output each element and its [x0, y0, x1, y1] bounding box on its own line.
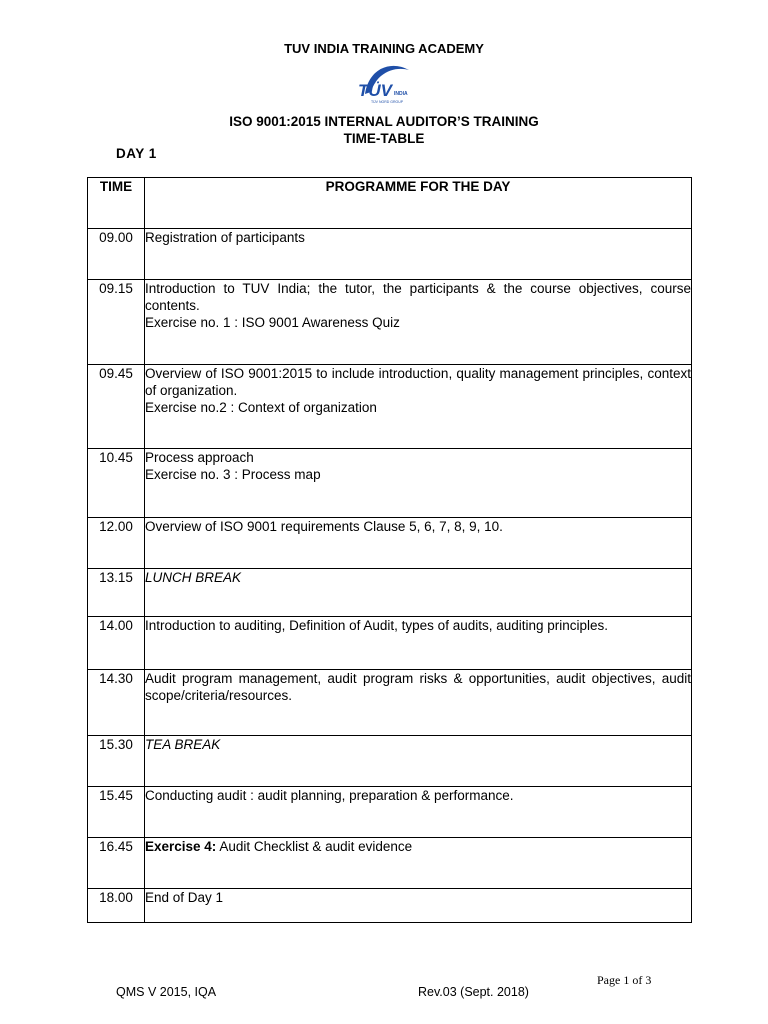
programme-cell — [145, 365, 692, 449]
programme-cell — [145, 838, 692, 889]
programme-line: LUNCH BREAK — [145, 570, 242, 585]
programme-line: Introduction to auditing, Definition of Audit, types of audits, auditing principles. — [145, 618, 609, 633]
programme-cell — [145, 889, 692, 923]
logo-main-text: TÜV — [358, 81, 392, 100]
time-cell: 09.15 — [88, 280, 145, 365]
programme-cell — [145, 518, 692, 569]
logo-sub-text: TÜV NORD GROUP — [371, 100, 404, 104]
programme-line: Overview of ISO 9001 requirements Clause 5, 6, 7, 8, 9, 10. — [145, 519, 503, 534]
table-row — [88, 449, 692, 518]
table-row — [88, 787, 692, 838]
time-cell: 14.30 — [88, 670, 145, 736]
footer-revision: Rev.03 (Sept. 2018) — [418, 985, 529, 999]
programme-cell — [145, 229, 692, 280]
time-cell: 14.00 — [88, 617, 145, 670]
programme-cell — [145, 670, 692, 736]
time-cell: 13.15 — [88, 569, 145, 617]
time-cell: 10.45 — [88, 449, 145, 518]
time-cell: 12.00 — [88, 518, 145, 569]
day-label: DAY 1 — [116, 146, 157, 161]
table-row — [88, 229, 692, 280]
table-row — [88, 569, 692, 617]
programme-line: Process approach — [145, 450, 254, 465]
table-row — [88, 617, 692, 670]
timetable — [87, 177, 692, 923]
time-cell: 09.45 — [88, 365, 145, 449]
table-row — [88, 889, 692, 923]
programme-bold-prefix: Exercise 4: — [145, 839, 217, 854]
programme-cell — [145, 449, 692, 518]
programme-cell — [145, 617, 692, 670]
programme-line: Introduction to TUV India; the tutor, the participants & the course objectives, course contents. — [145, 281, 691, 313]
programme-line: TEA BREAK — [145, 737, 221, 752]
table-row — [88, 670, 692, 736]
table-row — [88, 736, 692, 787]
programme-line: Conducting audit : audit planning, preparation & performance. — [145, 788, 514, 803]
title-line-1: ISO 9001:2015 INTERNAL AUDITOR’S TRAINING — [229, 114, 539, 129]
programme-line: Exercise no. 1 : ISO 9001 Awareness Quiz — [145, 315, 400, 330]
programme-cell — [145, 787, 692, 838]
programme-cell — [145, 736, 692, 787]
table-row — [88, 838, 692, 889]
table-row — [88, 365, 692, 449]
programme-column-header: PROGRAMME FOR THE DAY — [145, 178, 692, 229]
title-line-2: TIME-TABLE — [343, 131, 425, 146]
table-row — [88, 280, 692, 365]
time-cell: 15.45 — [88, 787, 145, 838]
programme-line: Exercise no.2 : Context of organization — [145, 400, 377, 415]
logo-side-text: INDIA — [394, 91, 408, 97]
programme-line: Audit program management, audit program risks & opportunities, audit objectives, audit scope/criteria/resources. — [145, 671, 691, 703]
programme-cell — [145, 280, 692, 365]
time-cell: 09.00 — [88, 229, 145, 280]
programme-text: Audit Checklist & audit evidence — [216, 839, 413, 854]
programme-line: Registration of participants — [145, 230, 305, 245]
tuv-india-logo — [349, 58, 417, 106]
document-title — [0, 113, 768, 147]
programme-cell — [145, 569, 692, 617]
organization-name: TUV INDIA TRAINING ACADEMY — [284, 41, 484, 56]
programme-line — [145, 838, 691, 855]
programme-line: Overview of ISO 9001:2015 to include introduction, quality management principles, context of organization. — [145, 366, 691, 398]
programme-line: End of Day 1 — [145, 890, 224, 905]
time-cell: 16.45 — [88, 838, 145, 889]
time-cell: 15.30 — [88, 736, 145, 787]
timetable-header-row — [88, 178, 692, 229]
footer-document-code: QMS V 2015, IQA — [116, 985, 217, 999]
time-column-header: TIME — [88, 178, 145, 229]
table-row — [88, 518, 692, 569]
time-cell: 18.00 — [88, 889, 145, 923]
page-number: Page 1 of 3 — [597, 973, 652, 987]
programme-line: Exercise no. 3 : Process map — [145, 467, 321, 482]
